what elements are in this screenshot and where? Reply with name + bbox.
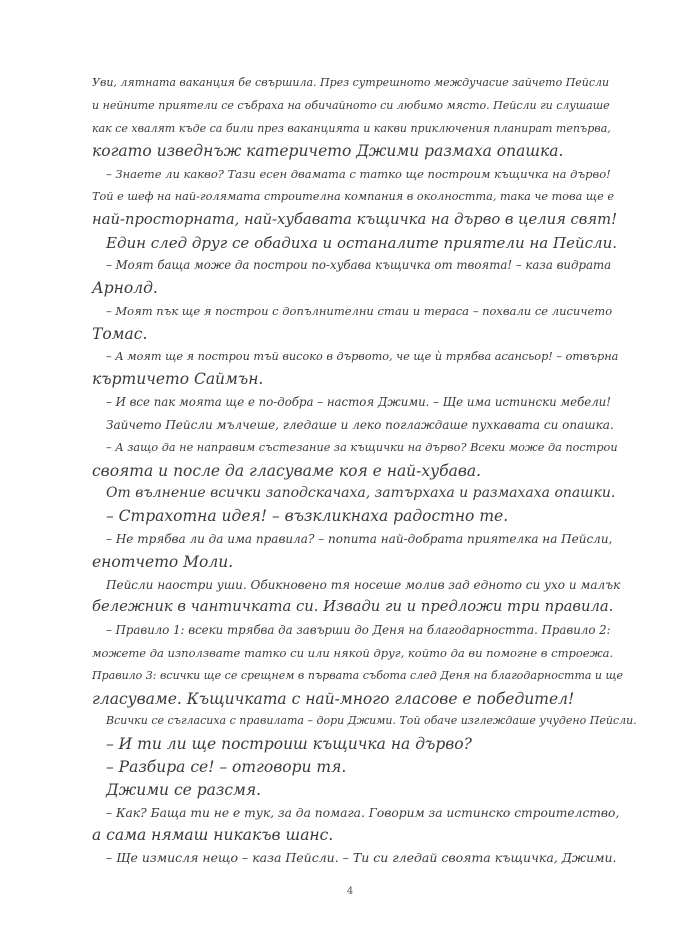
text-line: своята и после да гласуваме коя е най-хубава. (92, 461, 482, 480)
text-line: как се хвалят къде са били през ваканцията и какви приключения планират тепърва, (92, 121, 611, 135)
text-line: Зайчето Пейсли мълчеше, гледаше и леко поглаждаше пухкавата си опашка. (106, 417, 614, 432)
text-line: – Ще измисля нещо – каза Пейсли. – Ти си гледай своята къщичка, Джими. (106, 850, 617, 866)
text-line: къртичето Саймън. (92, 370, 264, 389)
text-line: – Страхотна идея! – възкликнаха радостно те. (106, 507, 509, 526)
text-line: Арнолд. (92, 279, 158, 298)
text-line: гласуваме. Къщичката с най-много гласове е победител! (92, 689, 575, 708)
text-line: енотчето Моли. (92, 552, 234, 571)
text-line: – Как? Баща ти не е тук, за да помага. Говорим за истинско строителство, (106, 805, 620, 820)
text-line: – Моят баща може да построи по-хубава къщичка от твоята! – каза видрата (106, 258, 612, 273)
text-line: – Не трябва ли да има правила? – попита най-добрата приятелка на Пейсли, (106, 531, 613, 546)
text-line: От вълнение всички заподскачаха, затърхаха и размахаха опашки. (106, 485, 616, 502)
page-number: 4 (346, 886, 354, 897)
text-line: – Разбира се! – отговори тя. (106, 757, 347, 776)
text-line: Той е шеф на най-голямата строителна компания в околността, така че това ще е (92, 189, 615, 203)
text-line: Уви, лятната ваканция бе свършила. През сутрешното междучасие зайчето Пейсли (92, 76, 610, 89)
text-line: – Правило 1: всеки трябва да завърши до Деня на благодарността. Правило 2: (106, 623, 611, 638)
text-line: Всички се съгласиха с правилата – дори Джими. Той обаче изглеждаше учудено Пейсли. (106, 714, 637, 728)
text-line: – А моят ще я построи тъй високо в дървото, че ще ѝ трябва асансьор! – отвърна (106, 349, 619, 363)
body-text (92, 72, 637, 870)
text-line: бележник в чантичката си. Извади ги и предложи три правила. (92, 598, 614, 616)
text-line: – Знаете ли какво? Тази есен двамата с татко ще построим къщичка на дърво! (106, 167, 611, 182)
text-line: Един след друг се обадиха и останалите приятели на Пейсли. (106, 233, 617, 252)
text-line: Пейсли наостри уши. Обикновено тя носеше молив зад едното си ухо и малък (106, 577, 621, 592)
text-line: – И ти ли ще построиш къщичка на дърво? (106, 735, 472, 754)
text-line: и нейните приятели се събраха на обичайното си любимо място. Пейсли ги слушаше (92, 98, 610, 112)
text-line: а сама нямаш никакъв шанс. (92, 826, 334, 845)
text-line: когато изведнъж катеричето Джими размаха опашка. (92, 142, 564, 161)
text-line: Правило 3: всички ще се срещнем в първата събота след Деня на благодарността и ще (92, 668, 624, 682)
text-line: Джими се разсмя. (106, 780, 262, 799)
text-line: можете да използвате татко си или някой друг, който да ви помогне в строежа. (92, 645, 614, 660)
text-line: Томас. (92, 324, 148, 343)
text-line: – А защо да не направим състезание за къщички на дърво? Всеки може да построи (106, 440, 618, 454)
text-line: – Моят пък ще я построи с допълнителни стаи и тераса – похвали се лисичето (106, 303, 613, 318)
text-line: – И все пак моята ще е по-добра – настоя Джими. – Ще има истински мебели! (106, 395, 611, 410)
text-line: най-просторната, най-хубавата къщичка на дърво в целия свят! (92, 210, 618, 228)
